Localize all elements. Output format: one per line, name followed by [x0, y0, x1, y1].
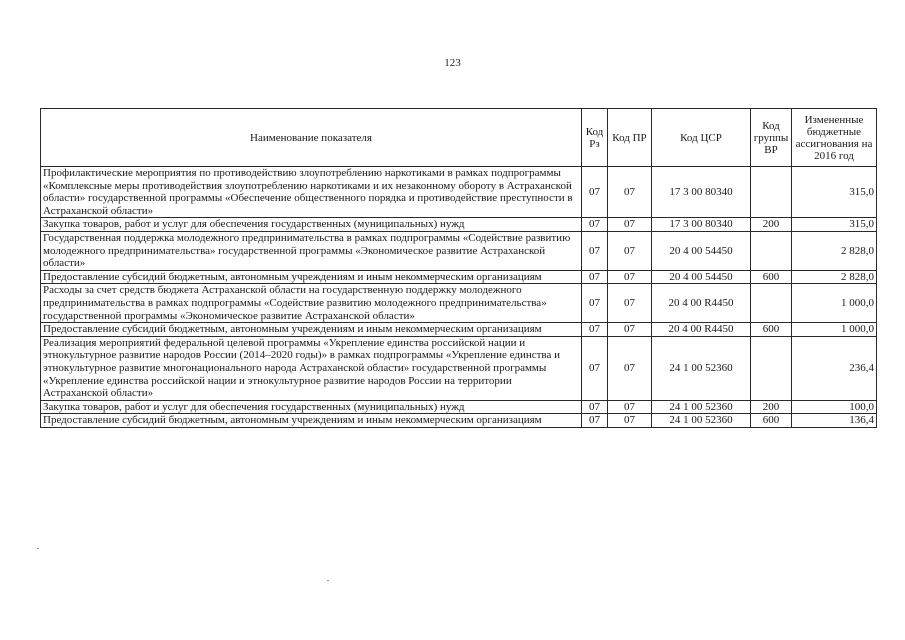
row-vr	[751, 336, 792, 400]
header-pr: Код ПР	[608, 109, 652, 167]
scan-speck	[37, 548, 39, 549]
row-csr: 20 4 00 54450	[652, 231, 751, 270]
row-rz: 07	[582, 231, 608, 270]
row-rz: 07	[582, 284, 608, 323]
header-amount: Измененные бюджетные ассигнования на 2016 год	[792, 109, 877, 167]
table-row	[41, 231, 877, 270]
row-rz: 07	[582, 167, 608, 218]
row-pr: 07	[608, 284, 652, 323]
row-amount: 236,4	[792, 336, 877, 400]
table-row	[41, 167, 877, 218]
row-rz: 07	[582, 270, 608, 284]
header-rz: Код Рз	[582, 109, 608, 167]
table-row	[41, 336, 877, 400]
row-vr: 200	[751, 218, 792, 232]
row-name: Расходы за счет средств бюджета Астраханской области на государственную поддержку молодежного предпринимательства в рамках подпрограммы «Содействие развитию молодежного предпринимательства» государственной программы «Экономическое развитие Астраханской области»	[41, 284, 582, 323]
row-pr: 07	[608, 218, 652, 232]
row-pr: 07	[608, 336, 652, 400]
row-rz: 07	[582, 323, 608, 337]
row-amount: 136,4	[792, 414, 877, 428]
row-amount: 315,0	[792, 167, 877, 218]
row-vr: 200	[751, 400, 792, 414]
table-row	[41, 323, 877, 337]
row-name: Предоставление субсидий бюджетным, автономным учреждениям и иным некоммерческим организациям	[41, 270, 582, 284]
row-vr: 600	[751, 414, 792, 428]
row-vr	[751, 167, 792, 218]
row-rz: 07	[582, 218, 608, 232]
row-csr: 20 4 00 R4450	[652, 284, 751, 323]
row-amount: 2 828,0	[792, 270, 877, 284]
row-name: Закупка товаров, работ и услуг для обеспечения государственных (муниципальных) нужд	[41, 400, 582, 414]
row-rz: 07	[582, 400, 608, 414]
row-name: Предоставление субсидий бюджетным, автономным учреждениям и иным некоммерческим организациям	[41, 323, 582, 337]
row-csr: 20 4 00 54450	[652, 270, 751, 284]
row-pr: 07	[608, 323, 652, 337]
row-pr: 07	[608, 400, 652, 414]
row-rz: 07	[582, 336, 608, 400]
row-csr: 17 3 00 80340	[652, 218, 751, 232]
row-pr: 07	[608, 231, 652, 270]
row-amount: 1 000,0	[792, 284, 877, 323]
table-row	[41, 284, 877, 323]
row-pr: 07	[608, 414, 652, 428]
row-csr: 24 1 00 52360	[652, 336, 751, 400]
row-vr: 600	[751, 323, 792, 337]
row-name: Предоставление субсидий бюджетным, автономным учреждениям и иным некоммерческим организациям	[41, 414, 582, 428]
row-name: Реализация мероприятий федеральной целевой программы «Укрепление единства российской нации и этнокультурное развитие народов России (2014–2020 годы)» в рамках подпрограммы «Укрепление единства и этнокультурное развитие многонационального народа Астраханской области» государственной программы «Укрепление единства российской нации и этнокультурное развитие народов России на территории Астраханской области»	[41, 336, 582, 400]
row-rz: 07	[582, 414, 608, 428]
row-csr: 20 4 00 R4450	[652, 323, 751, 337]
table-row	[41, 270, 877, 284]
row-amount: 315,0	[792, 218, 877, 232]
header-csr: Код ЦСР	[652, 109, 751, 167]
row-name: Государственная поддержка молодежного предпринимательства в рамках подпрограммы «Содействие развитию молодежного предпринимательства» государственной программы «Экономическое развитие Астраханской области»	[41, 231, 582, 270]
row-csr: 17 3 00 80340	[652, 167, 751, 218]
table-row	[41, 414, 877, 428]
row-amount: 100,0	[792, 400, 877, 414]
scan-speck	[327, 580, 329, 581]
row-csr: 24 1 00 52360	[652, 414, 751, 428]
page-number: 123	[444, 57, 461, 69]
row-csr: 24 1 00 52360	[652, 400, 751, 414]
table-row	[41, 400, 877, 414]
row-pr: 07	[608, 270, 652, 284]
row-amount: 2 828,0	[792, 231, 877, 270]
row-vr	[751, 284, 792, 323]
row-vr: 600	[751, 270, 792, 284]
budget-allocation-table	[40, 108, 877, 428]
header-vr: Код группы ВР	[751, 109, 792, 167]
table-row	[41, 218, 877, 232]
table-header-row	[41, 109, 877, 167]
row-vr	[751, 231, 792, 270]
row-name: Закупка товаров, работ и услуг для обеспечения государственных (муниципальных) нужд	[41, 218, 582, 232]
row-name: Профилактические мероприятия по противодействию злоупотреблению наркотиками в рамках подпрограммы «Комплексные меры противодействия злоупотреблению наркотиками и их незаконному обороту в Астраханской области» государственной программы «Обеспечение общественного порядка и противодействие преступности в Астраханской области»	[41, 167, 582, 218]
row-pr: 07	[608, 167, 652, 218]
header-name: Наименование показателя	[41, 109, 582, 167]
row-amount: 1 000,0	[792, 323, 877, 337]
